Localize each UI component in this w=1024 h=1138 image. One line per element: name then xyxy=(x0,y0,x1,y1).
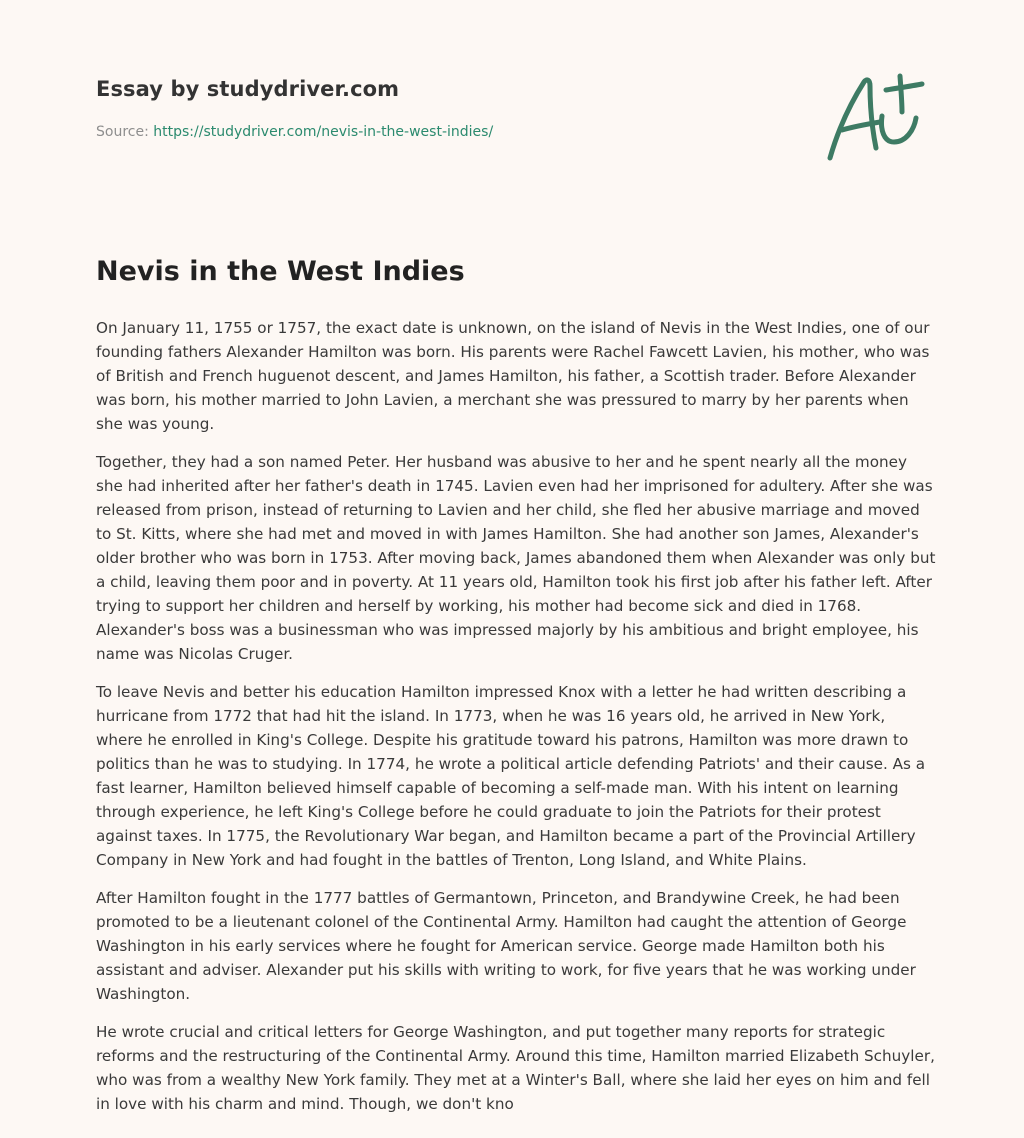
source-link[interactable]: https://studydriver.com/nevis-in-the-west-indies/ xyxy=(153,124,494,140)
essay-paragraph: Together, they had a son named Peter. Her husband was abusive to her and he spent nearly all the money she had inherited after her father's death in 1745. Lavien even had her imprisoned for adultery. After she was released from prison, instead of returning to Lavien and her child, she fled her abusive marriage and moved to St. Kitts, where she had met and moved in with James Hamilton. She had another son James, Alexander's older brother who was born in 1753. After moving back, James abandoned them when Alexander was only but a child, leaving them poor and in poverty. At 11 years old, Hamilton took his first job after his father left. After trying to support her children and herself by working, his mother had become sick and died in 1768. Alexander's boss was a businessman who was impressed majorly by his ambitious and bright employee, his name was Nicolas Cruger. xyxy=(96,453,936,663)
essay-title: Nevis in the West Indies xyxy=(96,256,465,287)
source-line xyxy=(96,124,493,140)
essay-paragraph: To leave Nevis and better his education Hamilton impressed Knox with a letter he had written describing a hurricane from 1772 that had hit the island. In 1773, when he was 16 years old, he arrived in New York, where he enrolled in King's College. Despite his gratitude toward his patrons, Hamilton was more drawn to politics than he was to studying. In 1774, he wrote a political article defending Patriots' and their cause. As a fast learner, Hamilton believed himself capable of becoming a self-made man. With his intent on learning through experience, he left King's College before he could graduate to join the Patriots for their protest against taxes. In 1775, the Revolutionary War began, and Hamilton became a part of the Provincial Artillery Company in New York and had fought in the battles of Trenton, Long Island, and White Plains. xyxy=(96,683,926,869)
essay-paragraph: On January 11, 1755 or 1757, the exact date is unknown, on the island of Nevis in the West Indies, one of our founding fathers Alexander Hamilton was born. His parents were Rachel Fawcett Lavien, his mother, who was of British and French huguenot descent, and James Hamilton, his father, a Scottish trader. Before Alexander was born, his mother married to John Lavien, a merchant she was pressured to marry by her parents when she was young. xyxy=(96,319,930,433)
site-brand: Essay by studydriver.com xyxy=(96,77,400,101)
a-plus-logo-icon xyxy=(822,68,928,164)
essay-paragraph: He wrote crucial and critical letters for George Washington, and put together many reports for strategic reforms and the restructuring of the Continental Army. Around this time, Hamilton married Elizabeth Schuyler, who was from a wealthy New York family. They met at a Winter's Ball, where she laid her eyes on him and fell in love with his charm and mind. Though, we don't kno xyxy=(96,1023,935,1113)
essay-paragraph: After Hamilton fought in the 1777 battles of Germantown, Princeton, and Brandywine Creek, he had been promoted to be a lieutenant colonel of the Continental Army. Hamilton had caught the attention of George Washington in his early services where he fought for American service. George made Hamilton both his assistant and adviser. Alexander put his skills with writing to work, for five years that he was working under Washington. xyxy=(96,889,916,1003)
essay-body xyxy=(96,316,936,1130)
source-label: Source: xyxy=(96,124,154,140)
